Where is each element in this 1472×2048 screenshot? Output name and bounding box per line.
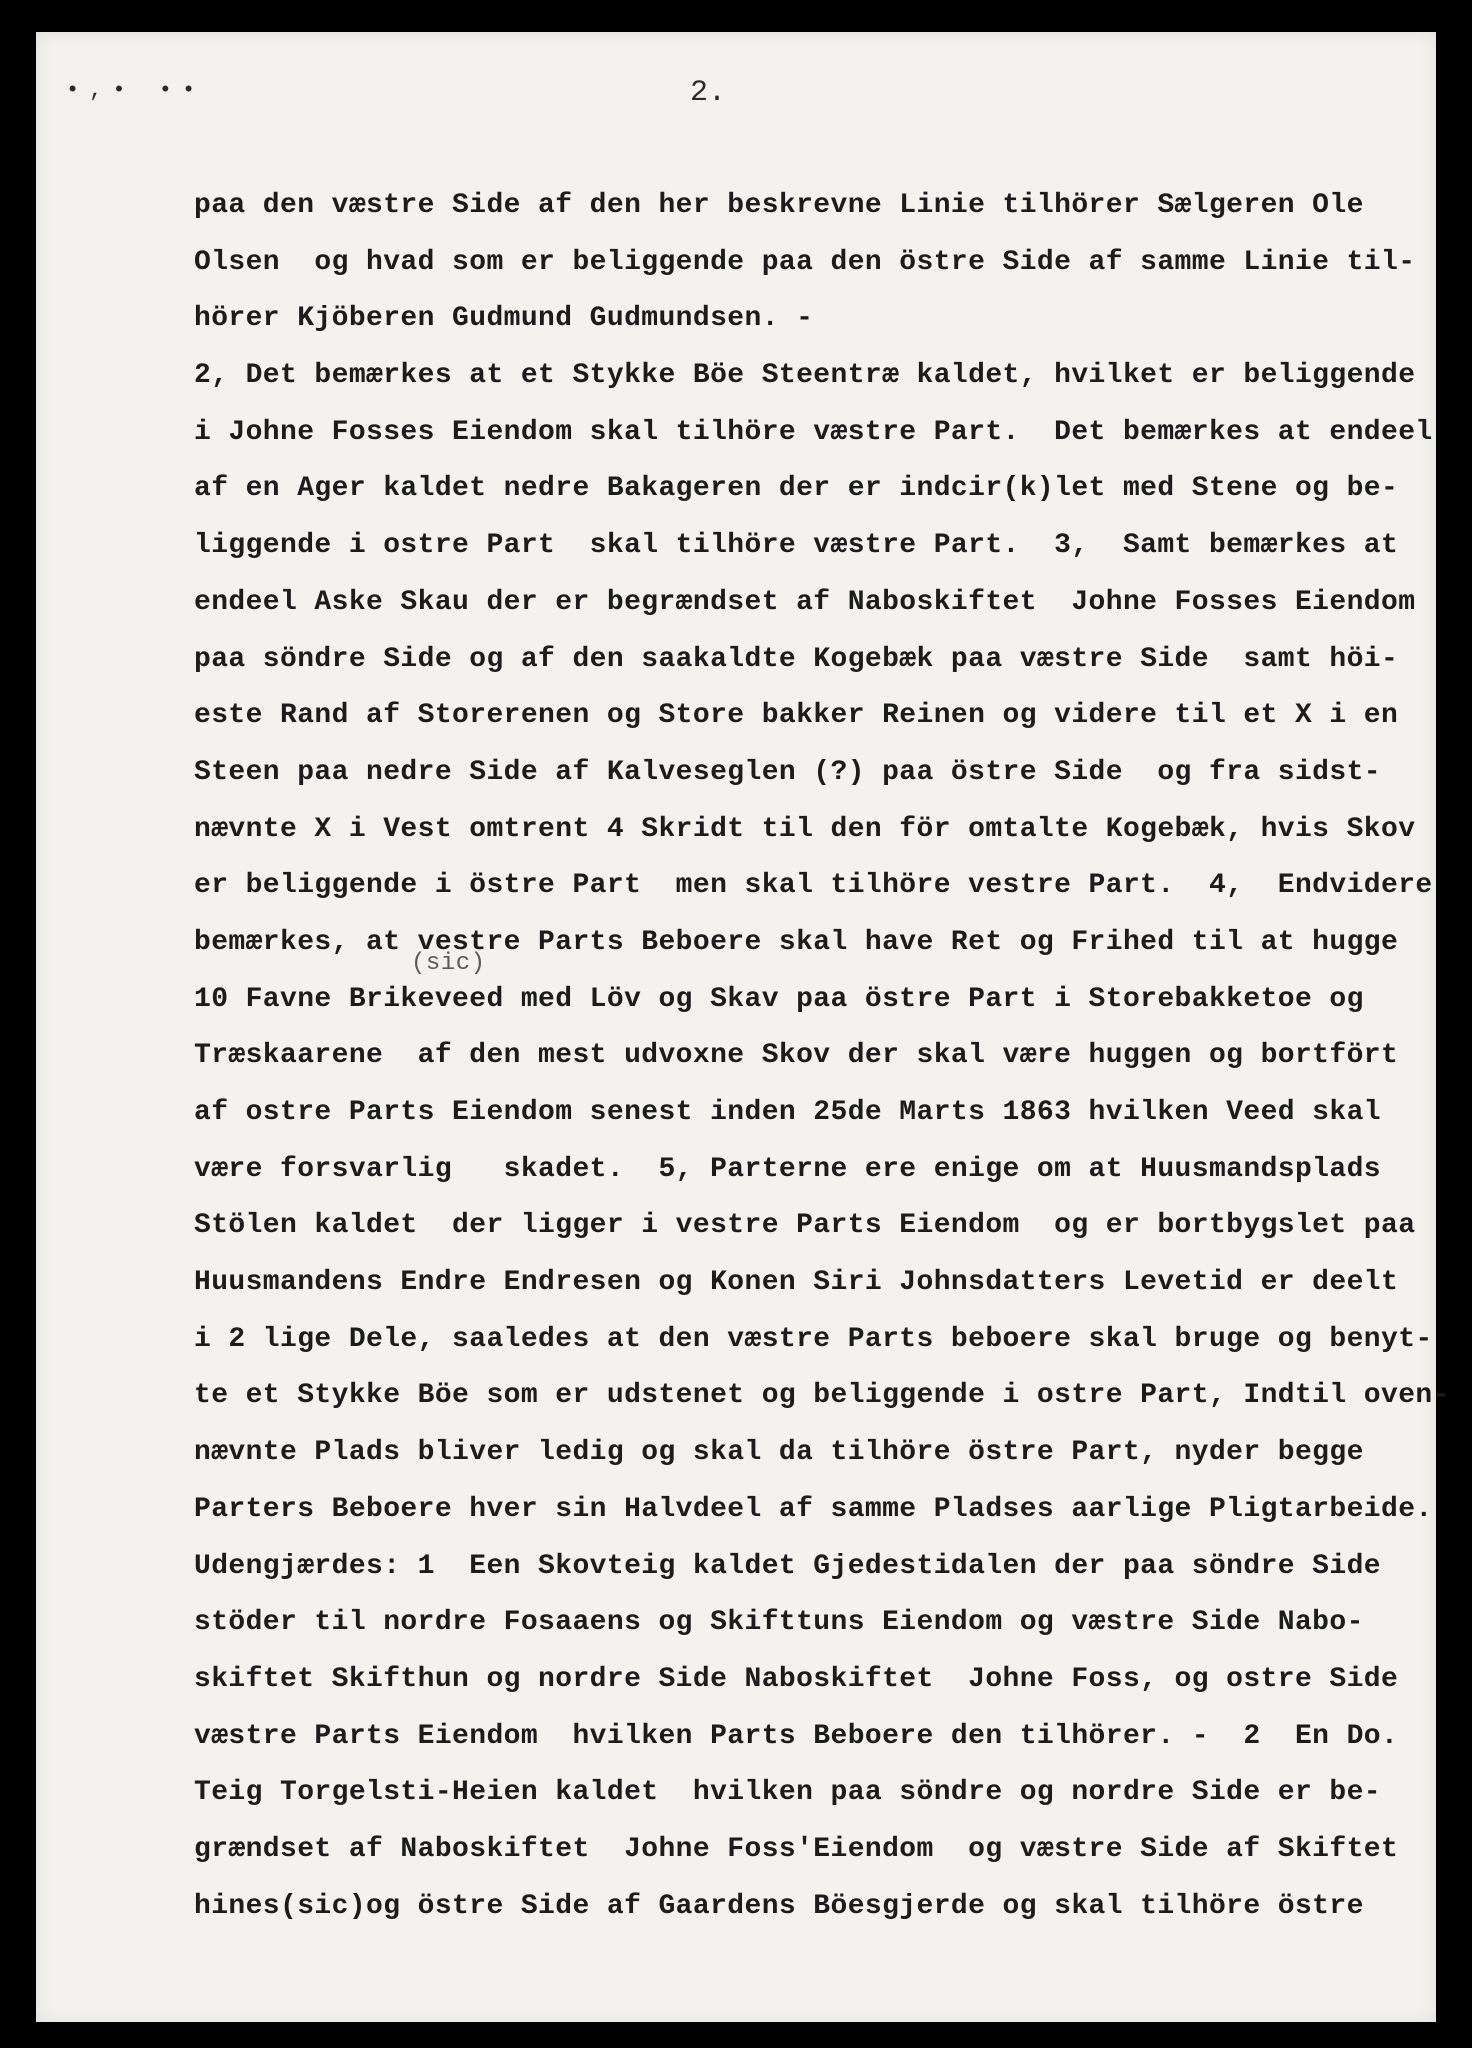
text-line: Træskaarene af den mest udvoxne Skov der skal være huggen og bortfört xyxy=(194,1040,1399,1072)
text-line: 10 Favne Brikeveed med Löv og Skav paa östre Part i Storebakketoe og xyxy=(194,983,1364,1015)
text-line: skiftet Skifthun og nordre Side Naboskiftet Johne Foss, og ostre Side xyxy=(194,1663,1399,1695)
text-line: liggende i ostre Part skal tilhöre væstre Part. 3, Samt bemærkes at xyxy=(194,530,1399,562)
text-line: este Rand af Storerenen og Store bakker Reinen og videre til et X i en xyxy=(194,700,1399,732)
text-line: te et Stykke Böe som er udstenet og beliggende i ostre Part, Indtil oven- xyxy=(194,1380,1450,1412)
text-line: er beliggende i östre Part men skal tilhöre vestre Part. 4, Endvidere xyxy=(194,870,1433,902)
text-line: være forsvarlig skadet. 5, Parterne ere enige om at Huusmandsplads xyxy=(194,1153,1381,1185)
text-line: Parters Beboere hver sin Halvdeel af samme Pladses aarlige Pligtarbeide. xyxy=(194,1493,1433,1525)
text-line: nævnte Plads bliver ledig og skal da tilhöre östre Part, nyder begge xyxy=(194,1437,1364,1469)
text-line: hörer Kjöberen Gudmund Gudmundsen. - xyxy=(194,303,814,335)
text-line: bemærkes, at vestre Parts Beboere skal have Ret og Frihed til at hugge xyxy=(194,926,1399,958)
text-line: hines(sic)og östre Side af Gaardens Böesgjerde og skal tilhöre östre xyxy=(194,1890,1364,1922)
text-line: 2, Det bemærkes at et Stykke Böe Steentræ kaldet, hvilket er beliggende xyxy=(194,360,1416,392)
corner-marks: •,• •• xyxy=(66,78,206,103)
text-line: Teig Torgelsti-Heien kaldet hvilken paa söndre og nordre Side er be- xyxy=(194,1777,1381,1809)
typewritten-text xyxy=(194,178,1450,1935)
text-line: Stölen kaldet der ligger i vestre Parts Eiendom og er bortbygslet paa xyxy=(194,1210,1416,1242)
text-line: endeel Aske Skau der er begrændset af Naboskiftet Johne Fosses Eiendom xyxy=(194,586,1416,618)
text-line: i 2 lige Dele, saaledes at den væstre Parts beboere skal bruge og benyt- xyxy=(194,1323,1433,1355)
text-line: væstre Parts Eiendom hvilken Parts Beboere den tilhörer. - 2 En Do. xyxy=(194,1720,1399,1752)
text-line: af ostre Parts Eiendom senest inden 25de Marts 1863 hvilken Veed skal xyxy=(194,1097,1381,1128)
text-line: stöder til nordre Fosaaens og Skifttuns Eiendom og væstre Side Nabo- xyxy=(194,1607,1364,1639)
text-line: Udengjærdes: 1 Een Skovteig kaldet Gjedestidalen der paa söndre Side xyxy=(194,1550,1381,1582)
text-line: Huusmandens Endre Endresen og Konen Siri Johnsdatters Levetid er deelt xyxy=(194,1267,1399,1299)
page-number: 2. xyxy=(690,76,727,110)
text-line: Steen paa nedre Side af Kalveseglen (?) paa östre Side og fra sidst- xyxy=(194,756,1381,788)
sic-annotation: (sic) xyxy=(411,950,486,977)
text-line: grændset af Naboskiftet Johne Foss'Eiendom og væstre Side af Skiftet xyxy=(194,1833,1399,1865)
text-line: Olsen og hvad som er beliggende paa den östre Side af samme Linie til- xyxy=(194,246,1416,278)
text-line: af en Ager kaldet nedre Bakageren der er indcir(k)let med Stene og be- xyxy=(194,473,1399,505)
text-line: i Johne Fosses Eiendom skal tilhöre væstre Part. Det bemærkes at endeel xyxy=(194,416,1433,448)
text-line: paa söndre Side og af den saakaldte Kogebæk paa væstre Side samt höi- xyxy=(194,643,1399,675)
text-line: nævnte X i Vest omtrent 4 Skridt til den för omtalte Kogebæk, hvis Skov xyxy=(194,813,1416,845)
text-line: paa den væstre Side af den her beskrevne Linie tilhörer Sælgeren Ole xyxy=(194,190,1364,221)
